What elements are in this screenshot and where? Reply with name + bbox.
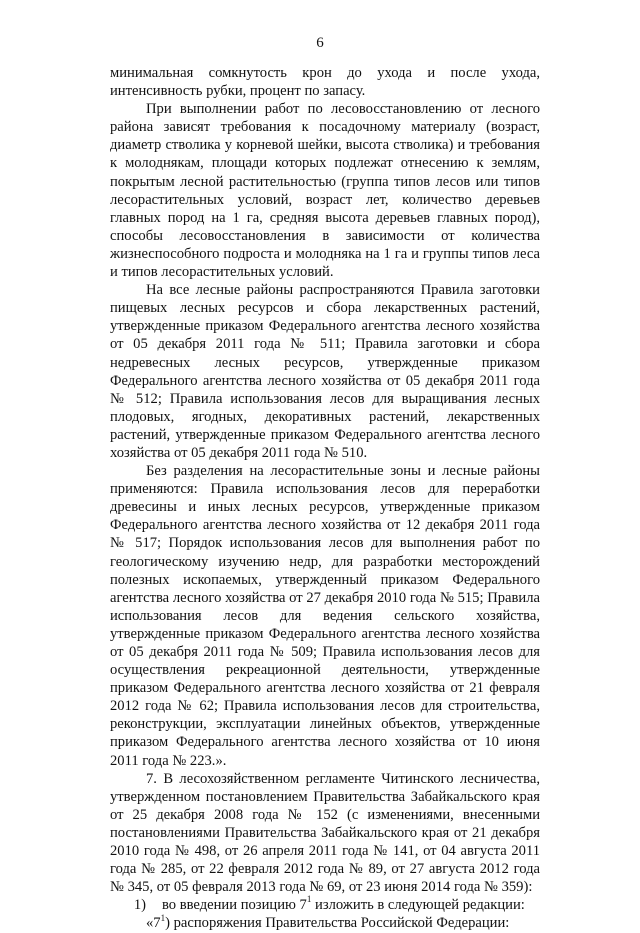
paragraph-general-rules: Без разделения на лесорастительные зоны и лесные районы применяются: Правила использования лесов для переработки древесины и иных лесных ресурсов, утвержденные приказом Федерального агентства лесного хозяйства от 12 декабря 2011 года № 517; Порядок использования лесов для выполнения работ по геологическому изучению недр, для разработки месторождений полезных ископаемых, утвержденный приказом Федерального агентства лесного хозяйства от 27 декабря 2010 года № 515; Правила использования лесов для ведения сельского хозяйства, утвержденные приказом Федерального агентства лесного хозяйства от 05 декабря 2011 года № 509; Правила использования лесов для осуществления рекреационной деятельности, утвержденные приказом Федерального агентства лесного хозяйства от 21 февраля 2012 года № 62; Правила использования лесов для строительства, реконструкции, эксплуатации линейных объектов, утвержденные приказом Федерального агентства лесного хозяйства от 10 июня 2011 года № 223.». xyxy=(110,463,540,769)
list-item-text: во введении позицию 7 xyxy=(162,897,307,914)
paragraph-item-7: 7. В лесохозяйственном регламенте Читинского лесничества, утвержденном постановлением Правительства Забайкальского края от 25 декабря 2008 года № 152 (с изменениями, внесенными постановлениями Правительства Забайкальского края от 21 декабря 2010 года № 498, от 26 апреля 2011 года № 141, от 04 августа 2011 года № 285, от 22 февраля 2012 года № 89, от 27 августа 2012 года № 345, от 05 февраля 2013 года № 69, от 23 июня 2014 года № 359): xyxy=(110,770,540,896)
page-number: 6 xyxy=(316,35,324,51)
paragraph-forest-resources-rules: На все лесные районы распространяются Правила заготовки пищевых лесных ресурсов и сбора лекарственных растений, утвержденные приказом Федерального агентства лесного хозяйства от 05 декабря 2011 года № 511; Правила заготовки и сбора недревесных лесных ресурсов, утвержденные приказом Федерального агентства лесного хозяйства от 05 декабря 2011 года № 512; Правила использования лесов для выращивания лесных плодовых, ягодных, декоративных растений, лекарственных растений, утвержденные приказом Федерального агентства лесного хозяйства от 05 декабря 2011 года № 510. xyxy=(110,282,540,461)
quote-open: «7 xyxy=(146,915,161,932)
superscript: 1 xyxy=(160,912,166,923)
paragraph-continuation: минимальная сомкнутость крон до ухода и после ухода, интенсивность рубки, процент по запасу. xyxy=(110,65,540,100)
quote-text: ) распоряжения Правительства Российской Федерации: xyxy=(165,915,510,932)
list-item-number: 1) xyxy=(133,897,146,914)
quoted-line xyxy=(110,914,540,932)
document-body xyxy=(110,64,540,933)
list-item-text-end: изложить в следующей редакции: xyxy=(311,897,525,914)
paragraph-reforestation: При выполнении работ по лесовосстановлению от лесного района зависят требования к посадочному материалу (возраст, диаметр стволика у корневой шейки, высота стволика) и требования к молоднякам, площади которых подлежат отнесению к землям, покрытым лесной растительностью (группа типов лесов или типов лесорастительных условий, возраст лет, количество деревьев главных пород на 1 га, средняя высота деревьев главных пород), способы лесовосстановления в зависимости от количества жизнеспособного подроста и молодняка на 1 га и группы типов леса и типов лесорастительных условий. xyxy=(110,101,540,281)
list-item-1 xyxy=(110,896,540,914)
superscript: 1 xyxy=(306,894,312,905)
